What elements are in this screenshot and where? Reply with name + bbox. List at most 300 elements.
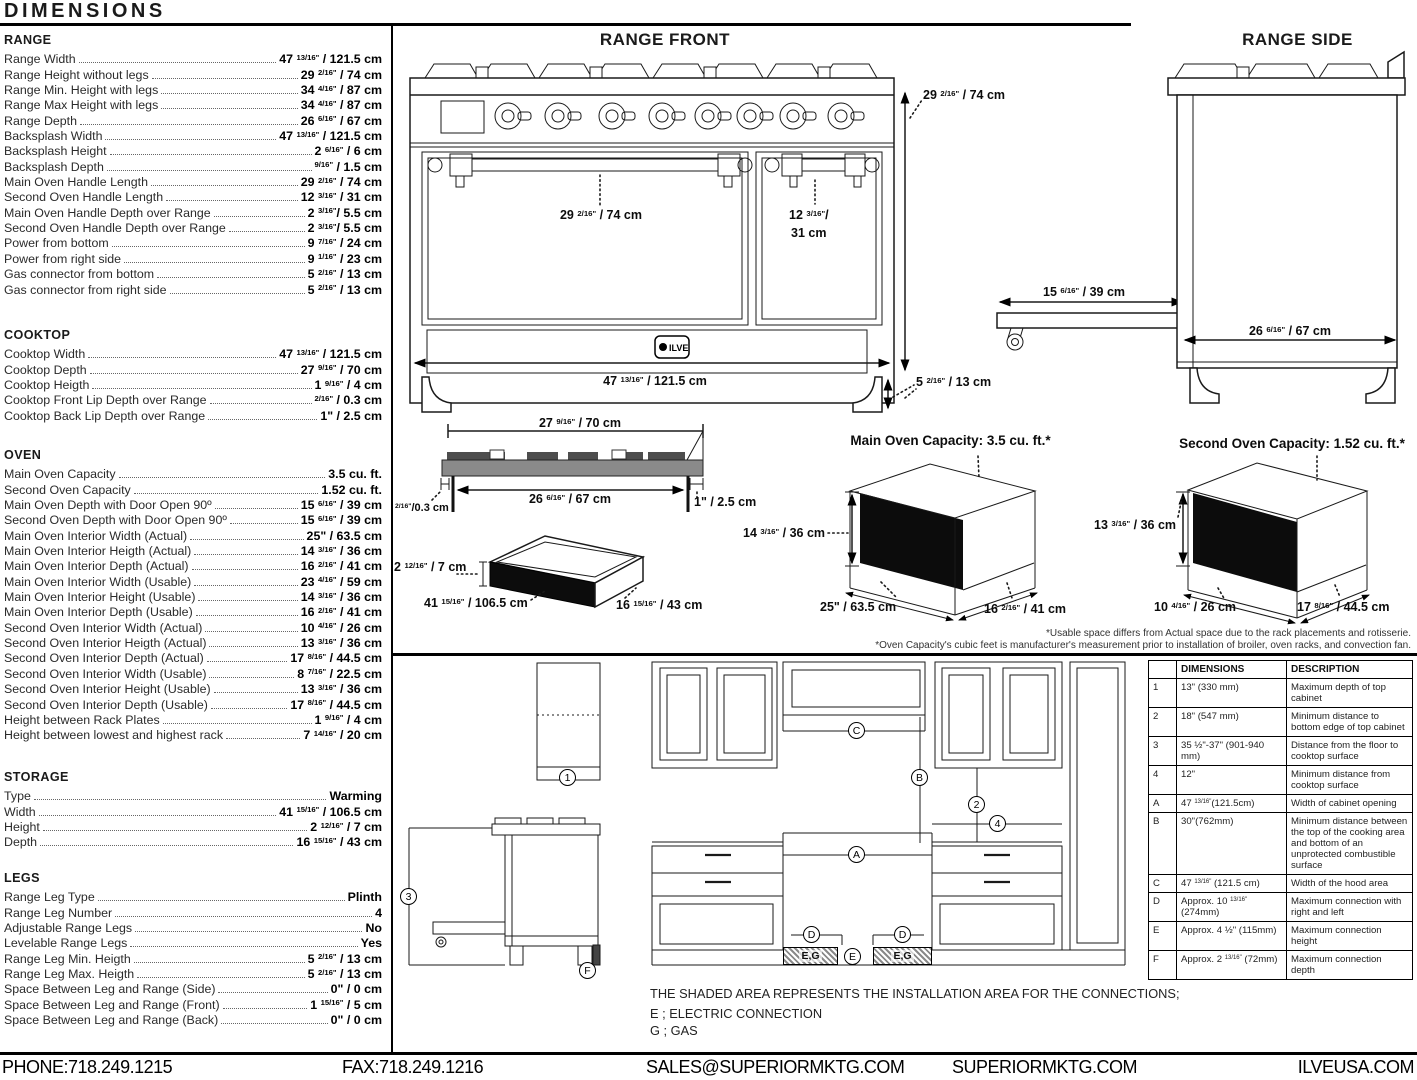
section-divider	[392, 653, 1417, 656]
spec-row	[4, 819, 382, 834]
spec-label: Cooktop Width	[4, 347, 86, 362]
spec-value: 3.5 cu. ft.	[328, 467, 382, 482]
table-dimensions-cell: Approx. 4 ½" (115mm)	[1177, 922, 1287, 951]
dim-main-oven-depth: 16 $^{2/16"}$ / 41 cm	[984, 602, 1067, 616]
spec-row	[4, 589, 382, 604]
table-ref-cell: 4	[1149, 766, 1177, 795]
spec-value: Plinth	[347, 890, 382, 905]
spec-label: Space Between Leg and Range (Side)	[4, 982, 216, 997]
spec-row	[4, 635, 382, 650]
dotted-leader	[98, 900, 345, 901]
spec-row	[4, 392, 382, 407]
spec-value: 27 $^{9/16"}$ / 70 cm	[300, 362, 382, 377]
legend-gas: G ; GAS	[650, 1023, 698, 1038]
dotted-leader	[119, 477, 326, 478]
table-dimensions-cell: Approx. 2 $^{13/16"}$ (72mm)	[1177, 951, 1287, 980]
table-dimensions-cell: 18" (547 mm)	[1177, 708, 1287, 737]
spec-label: Height	[4, 820, 40, 835]
spec-value: 4	[375, 905, 382, 920]
spec-row	[4, 174, 382, 189]
dotted-leader	[151, 185, 298, 186]
spec-value: 34 $^{4/16"}$ / 87 cm	[300, 83, 382, 98]
connection-area-right	[873, 947, 932, 965]
spec-value: 0" / 0 cm	[330, 982, 382, 997]
cooktop-slab	[442, 460, 703, 476]
dotted-leader	[163, 723, 312, 724]
dotted-leader	[90, 373, 298, 374]
table-description-cell: Minimum distance between the top of the cooking area and bottom of an unprotected combustible surface	[1287, 813, 1413, 875]
dim-front-leg: 5 $^{2/16"}$ / 13 cm	[916, 375, 992, 389]
installation-table	[1148, 660, 1413, 980]
callout-2: 2	[968, 796, 985, 813]
spec-value: 5 $^{2/16"}$ / 13 cm	[307, 267, 382, 282]
spec-value: $^{2/16"}$ / 0.3 cm	[314, 393, 382, 408]
callout-c: C	[848, 722, 865, 739]
table-row	[1149, 679, 1413, 708]
spec-row	[4, 407, 382, 422]
spec-label: Second Oven Depth with Door Open 90º	[4, 513, 227, 528]
spec-row	[4, 66, 382, 81]
dotted-leader	[130, 946, 357, 947]
spec-label: Cooktop Depth	[4, 362, 87, 377]
spec-section-cooktop	[4, 328, 382, 423]
dotted-leader	[107, 170, 312, 171]
dotted-leader	[223, 1008, 308, 1009]
spec-value: 29 $^{2/16"}$ / 74 cm	[300, 175, 382, 190]
callout-1: 1	[559, 769, 576, 786]
spec-value: 15 $^{6/16"}$ / 39 cm	[300, 513, 382, 528]
spec-value: 5 $^{2/16"}$ / 13 cm	[307, 282, 382, 297]
spec-label: Main Oven Capacity	[4, 467, 116, 482]
dotted-leader	[135, 931, 362, 932]
spec-value: 47 $^{13/16"}$ / 121.5 cm	[279, 52, 382, 67]
dim-second-oven-height: 13 $^{3/16"}$ / 36 cm	[1094, 518, 1177, 532]
dotted-leader	[157, 277, 304, 278]
dotted-leader	[207, 661, 288, 662]
dotted-leader	[230, 523, 298, 524]
spec-section-storage	[4, 770, 382, 849]
dim-front-height: 29 $^{2/16"}$ / 74 cm	[923, 88, 1006, 102]
dotted-leader	[152, 78, 298, 79]
spec-label: Cooktop Front Lip Depth over Range	[4, 393, 207, 408]
spec-label: Main Oven Depth with Door Open 90º	[4, 498, 212, 513]
dotted-leader	[229, 231, 305, 232]
dotted-leader	[226, 738, 300, 739]
table-header-row	[1149, 661, 1413, 679]
spec-value: 0" / 0 cm	[330, 1013, 382, 1028]
spec-label: Second Oven Interior Height (Usable)	[4, 682, 211, 697]
spec-value: 15 $^{6/16"}$ / 39 cm	[300, 498, 382, 513]
spec-row	[4, 189, 382, 204]
spec-label: Second Oven Handle Depth over Range	[4, 221, 226, 236]
spec-label: Range Min. Height with legs	[4, 83, 159, 98]
spec-label: Cooktop Heigth	[4, 378, 90, 393]
table-ref-cell: 1	[1149, 679, 1177, 708]
spec-label: Range Leg Number	[4, 905, 113, 920]
spec-label: Main Oven Interior Depth (Actual)	[4, 559, 189, 574]
spec-row	[4, 573, 382, 588]
spec-value: 1 $^{15/16"}$ / 5 cm	[310, 997, 382, 1012]
table-header-dimensions: DIMENSIONS	[1177, 661, 1287, 679]
spec-row	[4, 266, 382, 281]
spec-row	[4, 112, 382, 127]
spec-value: 12 $^{3/16"}$ / 31 cm	[300, 190, 382, 205]
dotted-leader	[34, 799, 327, 800]
spec-label: Depth	[4, 835, 38, 850]
footer-fax: FAX:718.249.1216	[342, 1057, 484, 1077]
spec-row	[4, 696, 382, 711]
spec-row	[4, 143, 382, 158]
connection-label: E,G	[801, 950, 820, 962]
dotted-leader	[214, 692, 298, 693]
table-ref-cell: F	[1149, 951, 1177, 980]
connection-label: E,G	[893, 950, 912, 962]
table-row	[1149, 813, 1413, 875]
spec-label: Second Oven Capacity	[4, 482, 131, 497]
spec-label: Range Depth	[4, 113, 78, 128]
table-ref-cell: B	[1149, 813, 1177, 875]
second-oven-capacity-title: Second Oven Capacity: 1.52 cu. ft.*	[1179, 436, 1405, 451]
spec-row	[4, 158, 382, 173]
table-row	[1149, 893, 1413, 922]
spec-value: 5 $^{2/16"}$ / 13 cm	[307, 951, 382, 966]
table-row	[1149, 795, 1413, 813]
dotted-leader	[196, 615, 298, 616]
dotted-leader	[209, 677, 294, 678]
front-lip-mark	[432, 478, 449, 500]
table-row	[1149, 875, 1413, 893]
callout-b: B	[911, 769, 928, 786]
spec-row	[4, 281, 382, 296]
spec-label: Backsplash Depth	[4, 159, 104, 174]
table-dimensions-cell: 12"	[1177, 766, 1287, 795]
footer-brand-site: ILVEUSA.COM	[1297, 1057, 1414, 1077]
caster-wheel	[1007, 328, 1023, 350]
spec-value: 23 $^{4/16"}$ / 59 cm	[300, 574, 382, 589]
dotted-leader	[92, 388, 311, 389]
installation-note: THE SHADED AREA REPRESENTS THE INSTALLATION AREA FOR THE CONNECTIONS;	[650, 986, 1180, 1001]
backsplash	[1388, 52, 1404, 78]
table-description-cell: Maximum connection height	[1287, 922, 1413, 951]
spec-value: 2 $^{3/16"}$/ 5.5 cm	[307, 205, 382, 220]
dim-second-oven-depth: 17 $^{8/16"}$ / 44.5 cm	[1297, 600, 1390, 614]
spec-value: 5 $^{2/16"}$ / 13 cm	[307, 967, 382, 982]
spec-value: 14 $^{3/16"}$ / 36 cm	[300, 590, 382, 605]
spec-row	[4, 650, 382, 665]
callout-3: 3	[400, 888, 417, 905]
dim-second-oven-width: 10 $^{4/16"}$ / 26 cm	[1154, 600, 1237, 614]
dim-main-oven-height: 14 $^{3/16"}$ / 36 cm	[743, 526, 826, 540]
spec-row	[4, 51, 382, 66]
dotted-leader	[218, 992, 327, 993]
dotted-leader	[170, 293, 305, 294]
spec-value: 29 $^{2/16"}$ / 74 cm	[300, 67, 382, 82]
spec-row	[4, 950, 382, 965]
spec-value: $^{9/16"}$ / 1.5 cm	[314, 159, 382, 174]
burner-grates	[425, 64, 877, 78]
dotted-leader	[161, 108, 297, 109]
spec-row	[4, 834, 382, 849]
spec-value: 2 $^{3/16"}$/ 5.5 cm	[307, 221, 382, 236]
dim-storage-depth: 16 $^{15/16"}$ / 43 cm	[616, 598, 703, 612]
spec-section-range	[4, 33, 382, 297]
dim-main-oven-width: 25" / 63.5 cm	[820, 600, 897, 614]
spec-label: Second Oven Interior Width (Actual)	[4, 620, 203, 635]
range-side-drawing	[985, 52, 1417, 422]
table-dimensions-cell: Approx. 10 $^{13/16"}$ (274mm)	[1177, 893, 1287, 922]
spec-label: Power from bottom	[4, 236, 109, 251]
spec-value: 1 $^{9/16"}$ / 4 cm	[314, 712, 382, 727]
spec-row	[4, 220, 382, 235]
spec-label: Type	[4, 789, 31, 804]
spec-row	[4, 803, 382, 818]
spec-label: Levelable Range Legs	[4, 936, 128, 951]
section-title: LEGS	[4, 871, 40, 885]
dim-cooktop-front-lip: $^{2/16"}$/0.3 cm	[395, 502, 449, 514]
spec-value: 13 $^{3/16"}$ / 36 cm	[300, 636, 382, 651]
title-underline	[0, 23, 1131, 26]
table-description-cell: Width of the hood area	[1287, 875, 1413, 893]
dotted-leader	[215, 508, 298, 509]
dotted-leader	[124, 262, 305, 263]
dotted-leader	[192, 569, 298, 570]
spec-row	[4, 466, 382, 481]
dotted-leader	[194, 585, 297, 586]
table-ref-cell: C	[1149, 875, 1177, 893]
spec-label: Main Oven Interior Width (Actual)	[4, 528, 188, 543]
spec-label: Range Leg Min. Heigth	[4, 951, 131, 966]
spec-row	[4, 204, 382, 219]
spec-row	[4, 604, 382, 619]
spec-row	[4, 727, 382, 742]
spec-value: 14 $^{3/16"}$ / 36 cm	[300, 544, 382, 559]
dotted-leader	[112, 246, 305, 247]
dim-cooktop-top: 27 $^{9/16"}$ / 70 cm	[538, 416, 622, 430]
page-title: DIMENSIONS	[4, 0, 166, 22]
spec-row	[4, 681, 382, 696]
spec-label: Second Oven Interior Heigth (Actual)	[4, 636, 207, 651]
dotted-leader	[161, 93, 297, 94]
dim-side-door: 15 $^{6/16"}$ / 39 cm	[1043, 285, 1126, 299]
spec-row	[4, 712, 382, 727]
spec-label: Range Leg Max. Heigth	[4, 967, 135, 982]
spec-value: 2 $^{6/16"}$ / 6 cm	[314, 144, 382, 159]
spec-label: Backsplash Width	[4, 129, 103, 144]
section-title: STORAGE	[4, 770, 69, 784]
dotted-leader	[39, 815, 277, 816]
dim-cooktop-back-lip: 1" / 2.5 cm	[694, 495, 757, 509]
range-front-title: RANGE FRONT	[599, 30, 731, 49]
spec-value: 1.52 cu. ft.	[321, 482, 382, 497]
table-dimensions-cell: 47 $^{13/16"}$ (121.5 cm)	[1177, 875, 1287, 893]
dotted-leader	[110, 154, 312, 155]
spec-value: 1 $^{9/16"}$ / 4 cm	[314, 378, 382, 393]
spec-value: 7 $^{14/16"}$ / 20 cm	[303, 728, 382, 743]
dotted-leader	[210, 403, 312, 404]
section-title: RANGE	[4, 33, 52, 47]
spec-value: 9 $^{7/16"}$ / 24 cm	[307, 236, 382, 251]
spec-row	[4, 250, 382, 265]
table-description-cell: Distance from the floor to cooktop surface	[1287, 737, 1413, 766]
spec-label: Main Oven Handle Depth over Range	[4, 205, 211, 220]
dim-second-handle-a: 12 $^{3/16"}$/	[789, 208, 829, 222]
spec-value: 47 $^{13/16"}$ / 121.5 cm	[279, 347, 382, 362]
spec-value: 13 $^{3/16"}$ / 36 cm	[300, 682, 382, 697]
spec-label: Main Oven Interior Depth (Usable)	[4, 605, 193, 620]
callout-d: D	[894, 926, 911, 943]
dotted-leader	[190, 539, 303, 540]
spec-row	[4, 527, 382, 542]
spec-value: 41 $^{15/16"}$ / 106.5 cm	[279, 804, 382, 819]
ilve-logo	[655, 336, 689, 358]
spec-row	[4, 889, 382, 904]
dim-cooktop-inner: 26 $^{6/16"}$ / 67 cm	[528, 492, 612, 506]
dotted-leader	[80, 124, 298, 125]
range-leg	[1190, 368, 1219, 403]
spec-label: Range Height without legs	[4, 67, 149, 82]
spec-row	[4, 497, 382, 512]
spec-value: No	[365, 921, 382, 936]
spec-label: Height between lowest and highest rack	[4, 728, 224, 743]
burners	[447, 450, 685, 460]
spec-row	[4, 1012, 382, 1027]
spec-label: Second Oven Interior Depth (Usable)	[4, 697, 208, 712]
dotted-leader	[88, 357, 276, 358]
dim-second-handle-b: 31 cm	[791, 226, 827, 240]
spec-label: Range Width	[4, 52, 76, 67]
spec-label: Range Max Height with legs	[4, 98, 159, 113]
dotted-leader	[137, 977, 304, 978]
legend-electric: E ; ELECTRIC CONNECTION	[650, 1006, 823, 1021]
spec-value: 25" / 63.5 cm	[306, 528, 382, 543]
callout-d: D	[803, 926, 820, 943]
spec-row	[4, 361, 382, 376]
dotted-leader	[166, 200, 298, 201]
dim-front-width: 47 $^{13/16"}$ / 121.5 cm	[603, 374, 707, 388]
spec-row	[4, 904, 382, 919]
spec-row	[4, 481, 382, 496]
footer-phone: PHONE:718.249.1215	[2, 1057, 173, 1077]
table-row	[1149, 737, 1413, 766]
table-description-cell: Maximum depth of top cabinet	[1287, 679, 1413, 708]
spec-row	[4, 543, 382, 558]
spec-label: Main Oven Handle Length	[4, 175, 148, 190]
spec-label: Gas connector from bottom	[4, 267, 155, 282]
storage-drawer-drawing	[393, 528, 723, 628]
spec-label: Adjustable Range Legs	[4, 921, 133, 936]
spec-section-oven	[4, 448, 382, 742]
callout-e: E	[844, 948, 861, 965]
main-oven-capacity-title: Main Oven Capacity: 3.5 cu. ft.*	[850, 433, 1051, 448]
dotted-leader	[105, 139, 276, 140]
dotted-leader	[209, 646, 297, 647]
spec-row	[4, 981, 382, 996]
side-grates	[1175, 64, 1378, 78]
range-side-title: RANGE SIDE	[1242, 30, 1353, 49]
spec-row	[4, 920, 382, 935]
dim-side-depth: 26 $^{6/16"}$ / 67 cm	[1248, 324, 1332, 338]
connection-area-left	[783, 947, 838, 965]
dotted-leader	[79, 62, 277, 63]
spec-value: 17 $^{8/16"}$ / 44.5 cm	[290, 651, 382, 666]
table-dimensions-cell: 30"(762mm)	[1177, 813, 1287, 875]
spec-value: Yes	[360, 936, 382, 951]
table-row	[1149, 951, 1413, 980]
dotted-leader	[134, 493, 319, 494]
spec-value: 1" / 2.5 cm	[320, 408, 382, 423]
spec-label: Backsplash Height	[4, 144, 107, 159]
footer-rule	[0, 1052, 1417, 1055]
footnote-oven-capacity: *Oven Capacity's cubic feet is manufacturer's measurement prior to installation of broiler, oven racks, and convection fan.	[875, 640, 1411, 651]
table-ref-cell: 2	[1149, 708, 1177, 737]
spec-label: Second Oven Interior Width (Usable)	[4, 666, 207, 681]
spec-row	[4, 996, 382, 1011]
dotted-leader	[208, 419, 317, 420]
dotted-leader	[40, 845, 293, 846]
table-description-cell: Width of cabinet opening	[1287, 795, 1413, 813]
spec-row	[4, 82, 382, 97]
dotted-leader	[198, 600, 297, 601]
table-header-ref	[1149, 661, 1177, 679]
spec-row	[4, 558, 382, 573]
spec-value: 8 $^{7/16"}$ / 22.5 cm	[297, 666, 382, 681]
spec-row	[4, 97, 382, 112]
spec-row	[4, 128, 382, 143]
table-description-cell: Maximum connection depth	[1287, 951, 1413, 980]
spec-label: Main Oven Interior Width (Usable)	[4, 574, 192, 589]
spec-label: Space Between Leg and Range (Front)	[4, 997, 220, 1012]
spec-value: 2 $^{12/16"}$ / 7 cm	[310, 820, 382, 835]
spec-label: Cooktop Back Lip Depth over Range	[4, 408, 206, 423]
spec-value: 16 $^{15/16"}$ / 43 cm	[296, 835, 382, 850]
spec-label: Power from right side	[4, 251, 122, 266]
table-dimensions-cell: 35 ½"-37" (901-940 mm)	[1177, 737, 1287, 766]
spec-label: Range Leg Type	[4, 890, 95, 905]
section-title: OVEN	[4, 448, 42, 462]
spec-label: Second Oven Handle Length	[4, 190, 164, 205]
table-header-description: DESCRIPTION	[1287, 661, 1413, 679]
spec-label: Main Oven Interior Height (Usable)	[4, 590, 196, 605]
spec-row	[4, 619, 382, 634]
dotted-leader	[221, 1023, 327, 1024]
range-front-drawing	[398, 52, 943, 422]
spec-value: 16 $^{2/16"}$ / 41 cm	[300, 559, 382, 574]
table-description-cell: Minimum distance from cooktop surface	[1287, 766, 1413, 795]
spec-label: Height between Rack Plates	[4, 712, 160, 727]
spec-value: 34 $^{4/16"}$ / 87 cm	[300, 98, 382, 113]
spec-row	[4, 788, 382, 803]
dotted-leader	[194, 554, 297, 555]
dotted-leader	[211, 708, 288, 709]
spec-value: 10 $^{4/16"}$ / 26 cm	[300, 620, 382, 635]
dim-storage-height: 2 $^{12/16"}$ / 7 cm	[394, 560, 467, 574]
dim-main-handle: 29 $^{2/16"}$ / 74 cm	[559, 208, 643, 222]
spec-label: Main Oven Interior Heigth (Actual)	[4, 544, 192, 559]
table-dimensions-cell: 47 $^{13/16"}$(121.5cm)	[1177, 795, 1287, 813]
spec-value: 17 $^{8/16"}$ / 44.5 cm	[290, 697, 382, 712]
dotted-leader	[134, 962, 305, 963]
installation-drawing	[395, 658, 1145, 990]
open-door	[997, 313, 1183, 328]
range-body	[410, 78, 894, 403]
table-row	[1149, 708, 1413, 737]
table-ref-cell: 3	[1149, 737, 1177, 766]
table-ref-cell: A	[1149, 795, 1177, 813]
footer-website: SUPERIORMKTG.COM	[952, 1057, 1138, 1077]
spec-row	[4, 966, 382, 981]
spec-value: 9 $^{1/16"}$ / 23 cm	[307, 251, 382, 266]
svg-text:ILVE: ILVE	[669, 343, 689, 353]
